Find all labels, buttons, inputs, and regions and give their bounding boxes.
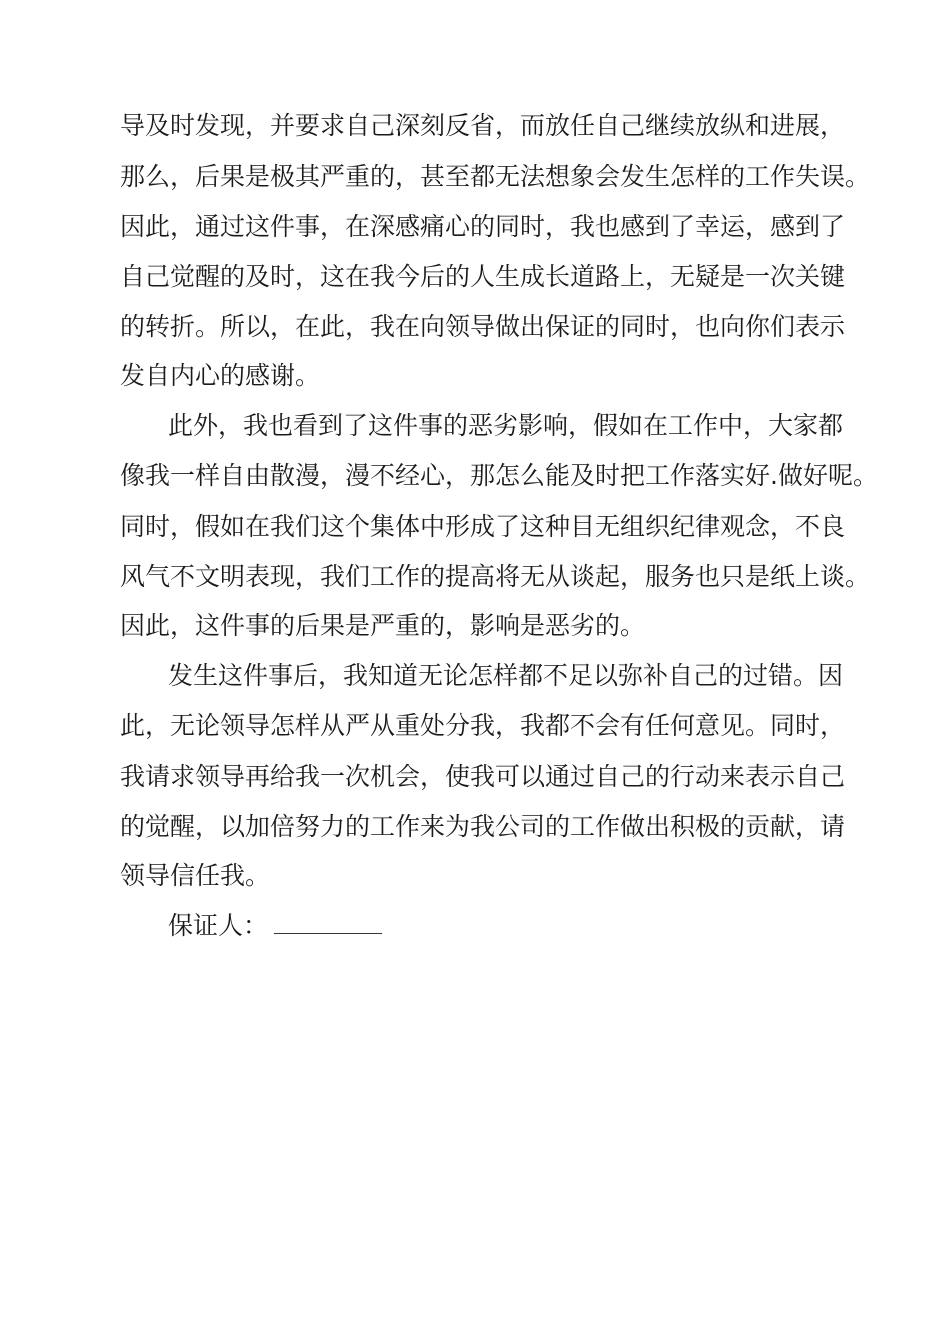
paragraph-2-line-3: 同时，假如在我们这个集体中形成了这种目无组织纪律观念，不良 <box>120 512 846 541</box>
signature-label: 保证人： <box>168 911 269 940</box>
paragraph-3-line-5: 领导信任我。 <box>120 861 271 890</box>
paragraph-3-line-2: 此，无论领导怎样从严从重处分我，我都不会有任何意见。同时， <box>120 711 846 740</box>
paragraph-3-line-4: 的觉醒，以加倍努力的工作来为我公司的工作做出积极的贡献，请 <box>120 812 846 841</box>
paragraph-2-line-1: 此外，我也看到了这件事的恶劣影响，假如在工作中，大家都 <box>168 411 844 440</box>
signature-line <box>168 906 382 946</box>
paragraph-1-line-6: 发自内心的感谢。 <box>120 361 321 390</box>
paragraph-1-line-1: 导及时发现，并要求自己深刻反省，而放任自己继续放纵和进展， <box>120 111 846 140</box>
paragraph-1-line-5: 的转折。所以，在此，我在向领导做出保证的同时，也向你们表示 <box>120 312 846 341</box>
paragraph-3-line-1: 发生这件事后，我知道无论怎样都不足以弥补自己的过错。因 <box>168 661 844 690</box>
paragraph-1-line-2: 那么，后果是极其严重的，甚至都无法想象会发生怎样的工作失误。 <box>120 162 871 191</box>
paragraph-1-line-4: 自己觉醒的及时，这在我今后的人生成长道路上，无疑是一次关键 <box>120 262 846 291</box>
paragraph-2-line-5: 因此，这件事的后果是严重的，影响是恶劣的。 <box>120 611 646 640</box>
paragraph-1-line-3: 因此，通过这件事，在深感痛心的同时，我也感到了幸运，感到了 <box>120 212 846 241</box>
signature-blank-underline <box>274 907 382 934</box>
paragraph-2-line-4: 风气不文明表现，我们工作的提高将无从谈起，服务也只是纸上谈。 <box>120 562 871 591</box>
paragraph-3-line-3: 我请求领导再给我一次机会，使我可以通过自己的行动来表示自己 <box>120 762 846 791</box>
paragraph-2-line-2: 像我一样自由散漫，漫不经心，那怎么能及时把工作落实好.做好呢。 <box>120 461 878 490</box>
